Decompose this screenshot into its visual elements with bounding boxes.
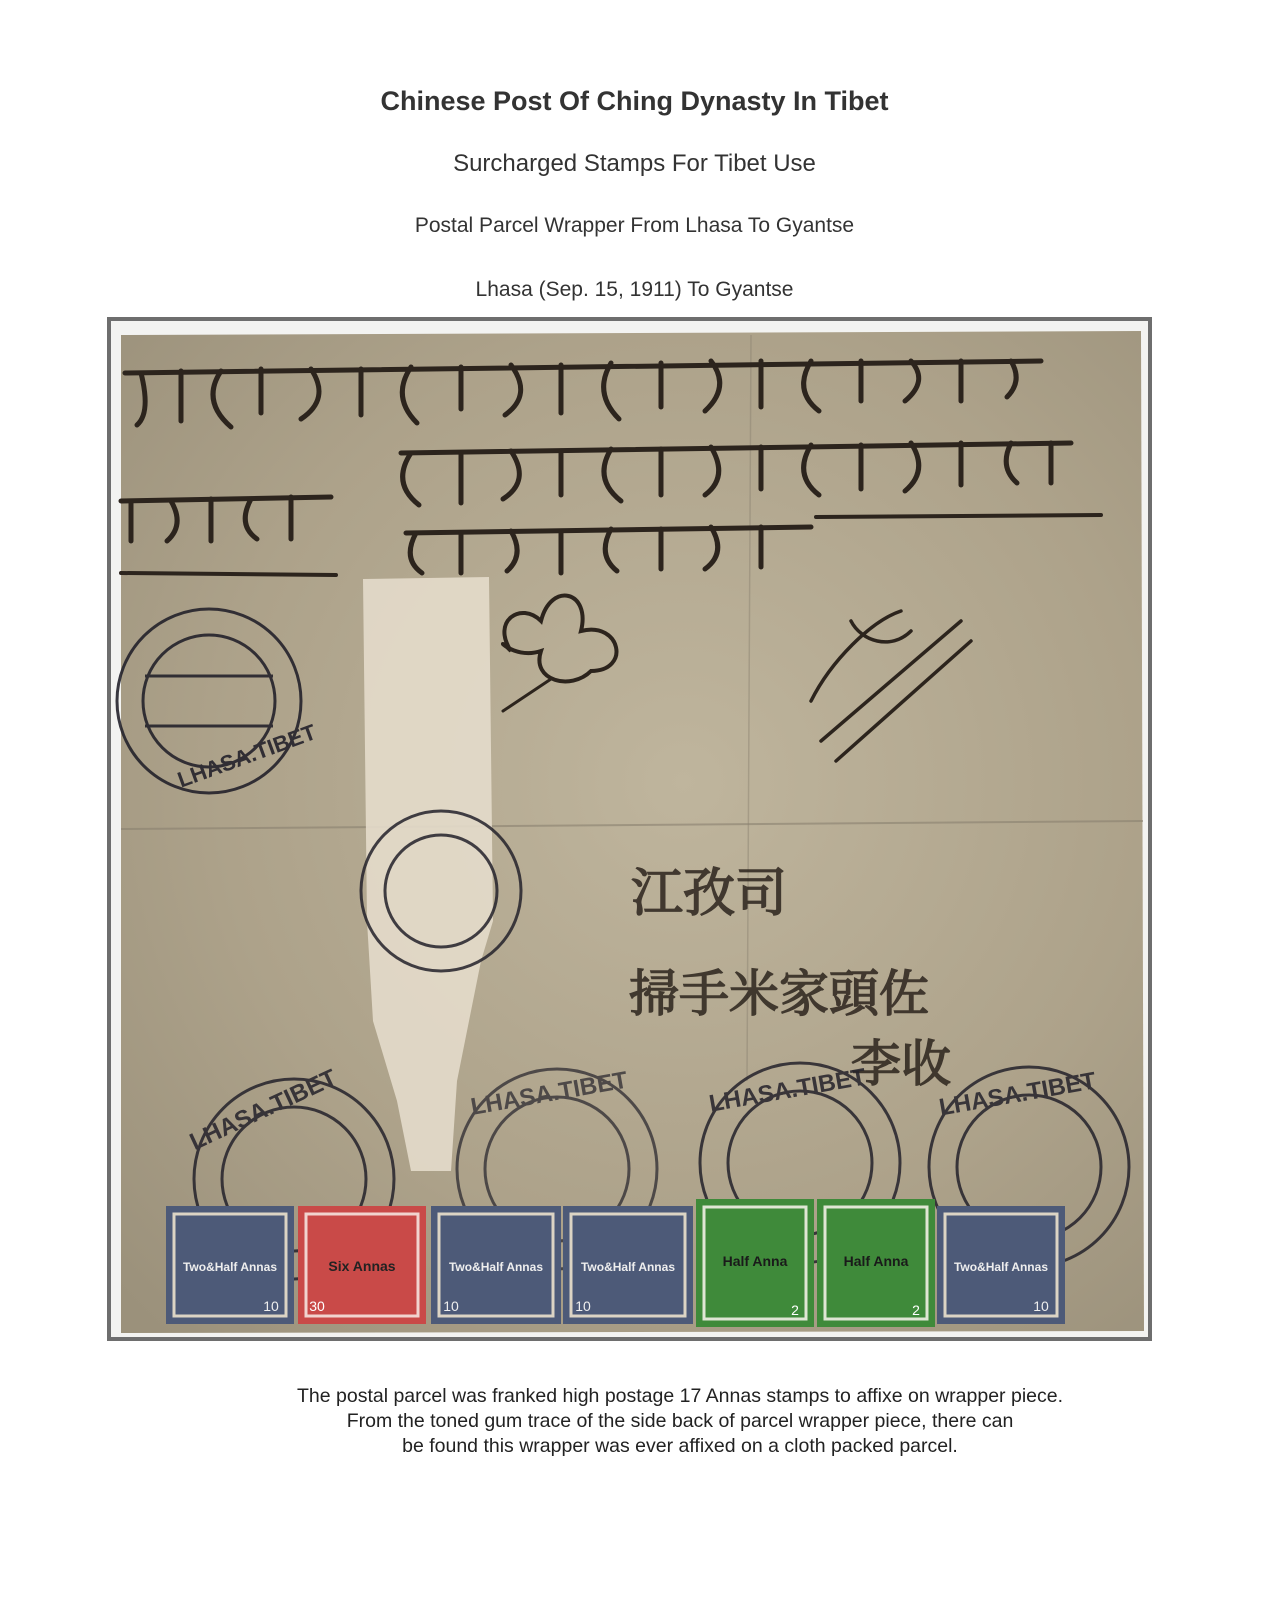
svg-text:Half Anna: Half Anna (843, 1253, 909, 1269)
caption-line-3: be found this wrapper was ever affixed on a cloth packed parcel. (402, 1435, 958, 1457)
stamp-7 (937, 1206, 1065, 1324)
parcel-wrapper-photo (111, 321, 1148, 1337)
svg-text:2: 2 (912, 1302, 920, 1318)
stamp-3 (431, 1206, 561, 1324)
svg-text:LHASA.TIBET: LHASA.TIBET (185, 1064, 341, 1156)
svg-text:Two&Half Annas: Two&Half Annas (182, 1260, 278, 1274)
stamps-row (166, 1199, 1065, 1327)
stamp-6 (817, 1199, 935, 1327)
page-subtitle: Surcharged Stamps For Tibet Use (453, 150, 816, 177)
wrapper-paper (121, 331, 1144, 1333)
postmark-left-text: LHASA.TIBET (174, 719, 320, 793)
stamp-1 (166, 1206, 294, 1324)
caption-line-1: The postal parcel was franked high postage 17 Annas stamps to affixe on wrapper piece. (296, 1385, 1064, 1407)
svg-text:Six Annas: Six Annas (328, 1258, 396, 1274)
svg-text:Half Anna: Half Anna (722, 1253, 788, 1269)
route-date: Lhasa (Sep. 15, 1911) To Gyantse (475, 278, 794, 301)
svg-text:LHASA.TIBET: LHASA.TIBET (707, 1063, 869, 1118)
svg-text:2: 2 (791, 1302, 799, 1318)
svg-text:LHASA.TIBET: LHASA.TIBET (468, 1066, 630, 1121)
svg-text:10: 10 (443, 1298, 459, 1314)
item-description: Postal Parcel Wrapper From Lhasa To Gyantse (414, 214, 855, 237)
svg-text:Two&Half Annas: Two&Half Annas (448, 1260, 544, 1274)
stamp-4 (563, 1206, 693, 1324)
exhibit-caption (200, 1384, 1160, 1459)
svg-text:李收: 李收 (851, 1035, 951, 1093)
svg-text:掃手米家頭佐: 掃手米家頭佐 (629, 965, 929, 1023)
svg-text:30: 30 (309, 1298, 325, 1314)
caption-line-2: From the toned gum trace of the side back of parcel wrapper piece, there can (346, 1410, 1014, 1432)
stamp-2 (298, 1206, 426, 1324)
exhibit-frame (107, 317, 1152, 1341)
svg-text:10: 10 (1033, 1298, 1049, 1314)
svg-text:10: 10 (263, 1298, 279, 1314)
stamp-5 (696, 1199, 814, 1327)
svg-text:10: 10 (575, 1298, 591, 1314)
svg-text:Two&Half Annas: Two&Half Annas (953, 1260, 1049, 1274)
svg-text:Two&Half Annas: Two&Half Annas (580, 1260, 676, 1274)
page-title: Chinese Post Of Ching Dynasty In Tibet (380, 86, 889, 116)
svg-text:江孜司: 江孜司 (631, 864, 788, 924)
svg-text:LHASA.TIBET: LHASA.TIBET (937, 1067, 1099, 1122)
